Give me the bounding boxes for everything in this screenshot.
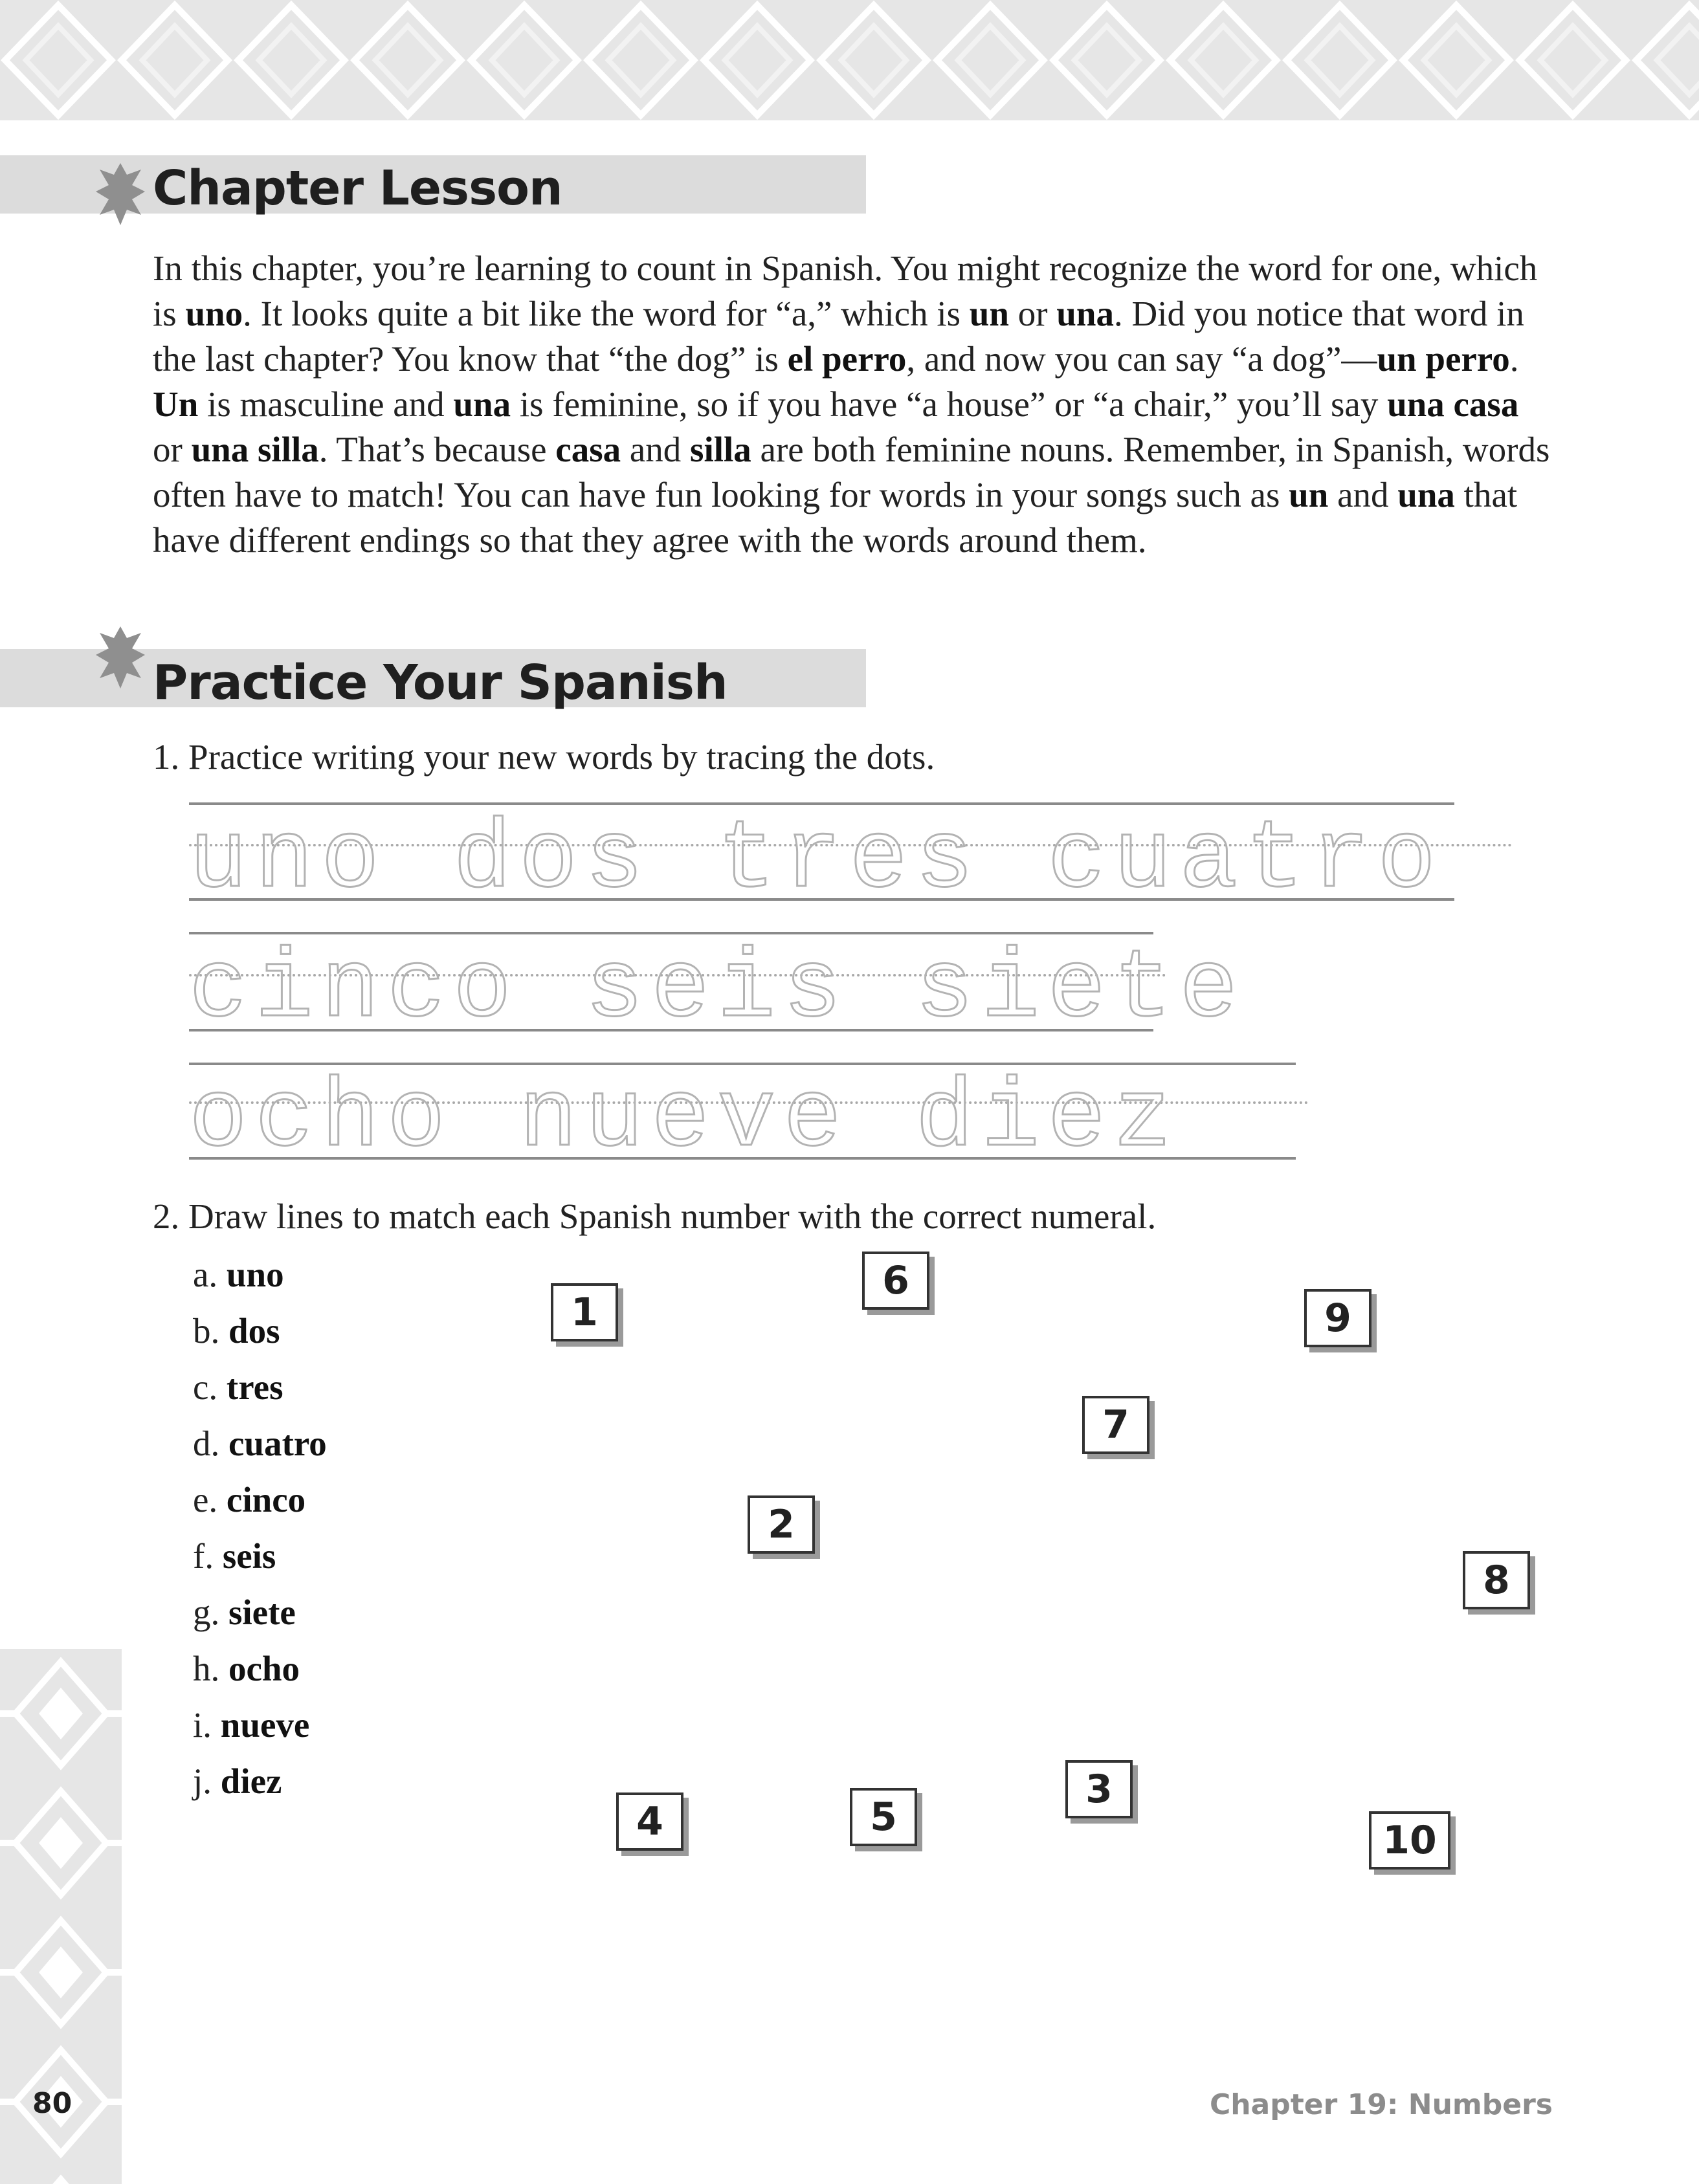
- match-item[interactable]: [193, 1534, 327, 1590]
- paragraph-text: and: [621, 430, 691, 469]
- top-decorative-band: [0, 0, 1699, 120]
- match-item-letter: g.: [193, 1593, 220, 1632]
- numeral-card[interactable]: 4: [616, 1792, 683, 1851]
- numeral-card[interactable]: 8: [1463, 1551, 1530, 1609]
- bold-term: una silla: [191, 430, 319, 469]
- bold-term: un perro: [1377, 339, 1510, 379]
- matching-word-list: [193, 1252, 327, 1815]
- match-item[interactable]: [193, 1646, 327, 1703]
- numeral-card[interactable]: 10: [1369, 1811, 1450, 1870]
- bold-term: casa: [555, 430, 621, 469]
- paragraph-text: , and now you can say “a dog”—: [906, 339, 1377, 379]
- instruction-matching: 2. Draw lines to match each Spanish number with the correct numeral.: [153, 1197, 1157, 1236]
- paragraph-text: or: [153, 430, 192, 469]
- match-item[interactable]: [193, 1703, 327, 1759]
- bold-term: una casa: [1387, 384, 1519, 424]
- paragraph-text: . Did you notice that word in the last chapter? You know that “the dog” is: [153, 294, 1524, 379]
- paragraph-text: and: [1328, 475, 1398, 514]
- match-item-letter: j.: [193, 1761, 212, 1801]
- match-item-word: uno: [226, 1255, 284, 1294]
- bold-term: una: [1397, 475, 1455, 514]
- lesson-paragraph: [153, 246, 1551, 563]
- bold-term: el perro: [787, 339, 907, 379]
- numeral-card[interactable]: 6: [862, 1252, 929, 1310]
- numeral-card[interactable]: 3: [1065, 1760, 1133, 1818]
- match-item-word: siete: [228, 1593, 296, 1632]
- match-item-word: nueve: [220, 1705, 310, 1745]
- paragraph-text: . That’s because: [318, 430, 556, 469]
- match-item-word: seis: [222, 1536, 276, 1576]
- bold-term: un: [969, 294, 1009, 333]
- match-item[interactable]: [193, 1365, 327, 1421]
- bold-term: una: [1056, 294, 1114, 333]
- match-item-word: cuatro: [228, 1424, 327, 1463]
- numeral-card[interactable]: 5: [850, 1788, 917, 1846]
- star-ornament-icon: [96, 163, 145, 241]
- match-item-letter: f.: [193, 1536, 214, 1576]
- page-number: 80: [32, 2087, 72, 2120]
- match-item-word: diez: [220, 1761, 282, 1801]
- bold-term: una: [453, 384, 511, 424]
- match-item-letter: c.: [193, 1367, 218, 1407]
- paragraph-text: is feminine, so if you have “a house” or “a chair,” you’ll say: [511, 384, 1388, 424]
- paragraph-text: is masculine and: [198, 384, 454, 424]
- trace-word-row-3[interactable]: ocho nueve diez: [189, 1064, 1180, 1175]
- diamond-pattern-icon: [0, 0, 1699, 120]
- numeral-card[interactable]: 7: [1082, 1396, 1149, 1454]
- footer-chapter-title: Chapter 19: Numbers: [1209, 2088, 1553, 2121]
- trace-word-row-1[interactable]: uno dos tres cuatro: [189, 806, 1444, 916]
- match-item[interactable]: [193, 1759, 327, 1815]
- match-item-word: ocho: [228, 1649, 300, 1688]
- match-item-word: tres: [226, 1367, 283, 1407]
- paragraph-text: or: [1008, 294, 1057, 333]
- match-item-letter: i.: [193, 1705, 212, 1745]
- bold-term: uno: [185, 294, 243, 333]
- paragraph-text: .: [1509, 339, 1519, 379]
- match-item[interactable]: [193, 1308, 327, 1365]
- match-item-letter: d.: [193, 1424, 220, 1463]
- paragraph-text: . It looks quite a bit like the word for “a,” which is: [243, 294, 970, 333]
- match-item-word: cinco: [226, 1480, 306, 1519]
- match-item[interactable]: [193, 1590, 327, 1646]
- match-item[interactable]: [193, 1421, 327, 1477]
- match-item-letter: e.: [193, 1480, 218, 1519]
- match-item-word: dos: [228, 1311, 280, 1351]
- trace-top-line: [189, 802, 1454, 805]
- numeral-card[interactable]: 9: [1304, 1289, 1371, 1347]
- bold-term: un: [1289, 475, 1329, 514]
- practice-title: Practice Your Spanish: [153, 655, 727, 711]
- match-item-letter: h.: [193, 1649, 220, 1688]
- bold-term: silla: [690, 430, 751, 469]
- bold-term: Un: [153, 384, 199, 424]
- trace-top-line: [189, 932, 1153, 934]
- paragraph-text: are both feminine nouns. Remember, in Spanish, words often have to match! You can have fun looking for words in your songs such as: [153, 430, 1550, 514]
- match-item-letter: a.: [193, 1255, 218, 1294]
- match-item-letter: b.: [193, 1311, 220, 1351]
- trace-word-row-2[interactable]: cinco seis siete: [189, 935, 1246, 1045]
- numeral-card[interactable]: 2: [748, 1495, 815, 1554]
- numeral-card[interactable]: 1: [551, 1283, 618, 1341]
- chapter-lesson-title: Chapter Lesson: [153, 160, 562, 216]
- paragraph-text: that have different endings so that they agree with the words around them.: [153, 475, 1518, 560]
- instruction-tracing: 1. Practice writing your new words by tracing the dots.: [153, 737, 935, 777]
- match-item[interactable]: [193, 1252, 327, 1308]
- paragraph-text: In this chapter, you’re learning to count in Spanish. You might recognize the word for one, which is: [153, 248, 1538, 333]
- star-ornament-icon: [96, 626, 145, 704]
- match-item[interactable]: [193, 1477, 327, 1534]
